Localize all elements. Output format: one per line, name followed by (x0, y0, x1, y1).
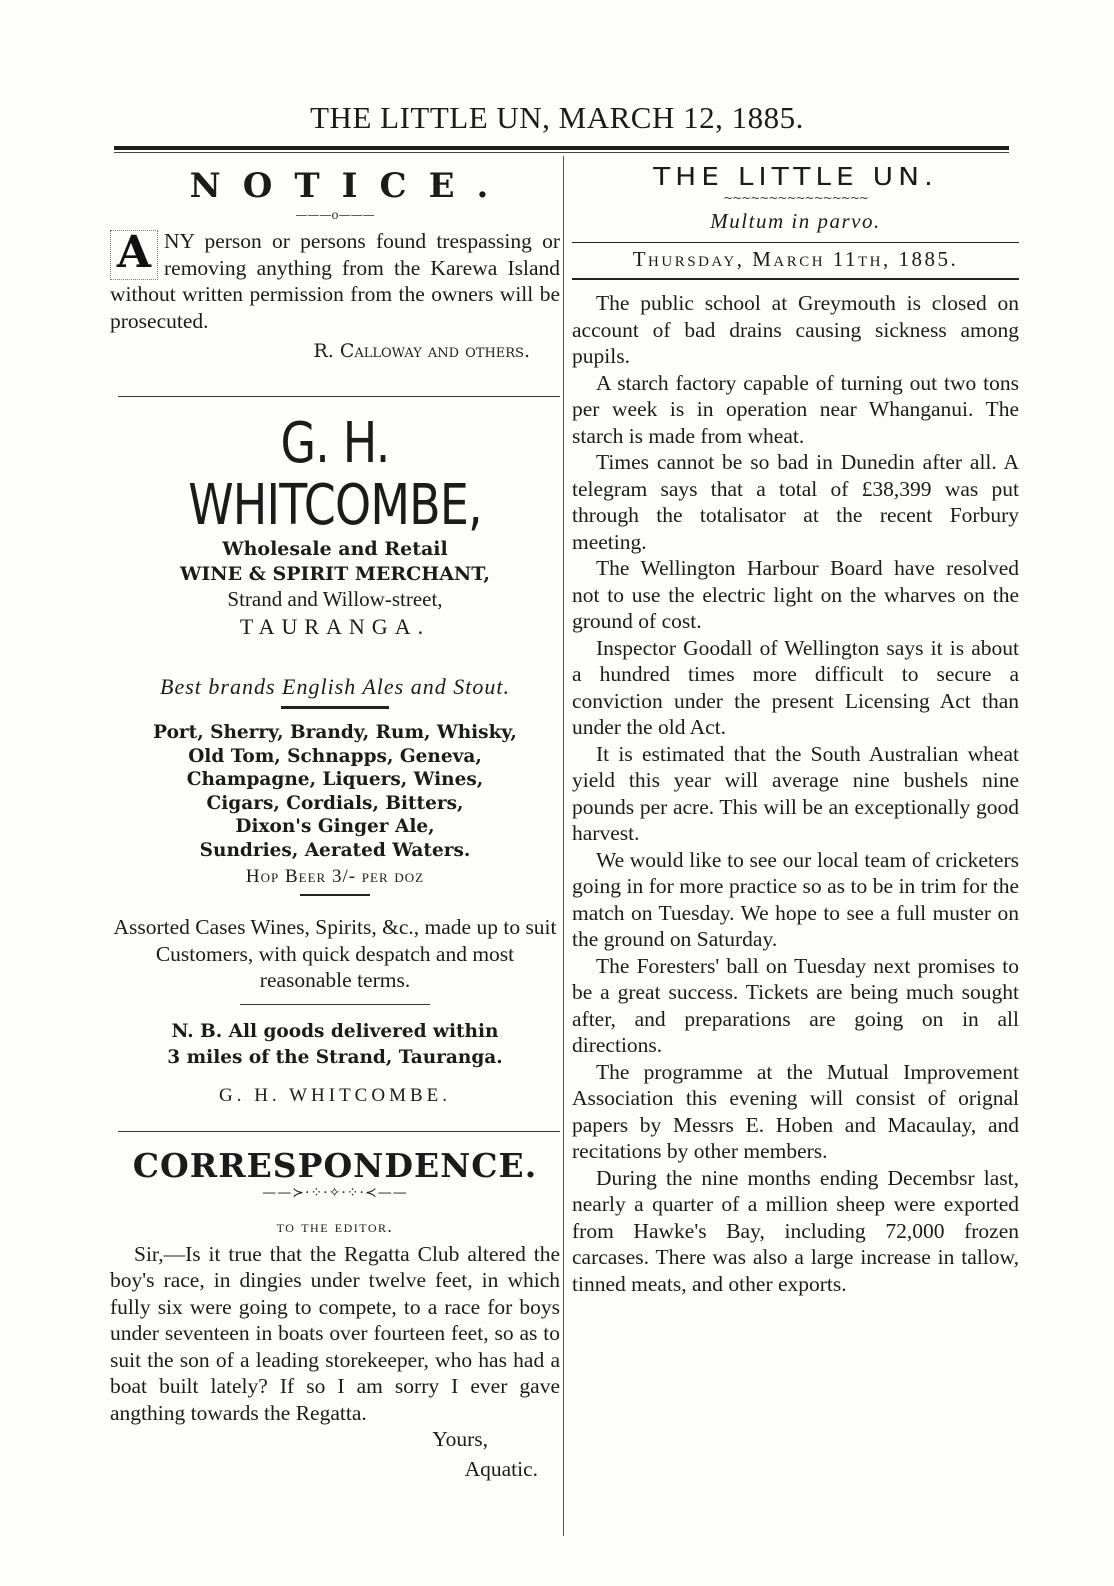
correspondence-section (110, 1146, 560, 1483)
ad-product-line: Champagne, Liquers, Wines, (186, 769, 484, 790)
whitcombe-advertisement (110, 413, 560, 1107)
ad-rule-thin (240, 1004, 430, 1005)
letter-closing: Yours, (432, 1427, 488, 1451)
news-paragraph: It is estimated that the South Australian wheat yield this year will average nine bushels nine pounds per acre. This will be an exceptionally good harvest. (572, 741, 1019, 845)
issue-date: Thursday, March 11th, 1885. (632, 247, 959, 271)
news-paragraph: Times cannot be so bad in Dunedin after all. A telegram says that a total of £38,399 was put through the totalisator at the recent Forbury meeting. (572, 450, 1019, 554)
news-items (572, 290, 1019, 1297)
ad-product-list (110, 721, 560, 862)
ad-signature: G. H. WHITCOMBE. (218, 1084, 451, 1106)
ad-brands: Best brands English Ales and Stout. (160, 674, 510, 699)
ad-town: TAURANGA. (239, 614, 431, 639)
notice-text: NY person or persons found trespassing or removing anything from the Karewa Island without written permission from the owners will be prosecuted. (110, 229, 560, 333)
section-divider (118, 1131, 560, 1132)
header-rule (114, 146, 1009, 150)
news-paragraph: The public school at Greymouth is closed on account of bad drains causing sickness among pupils. (572, 291, 1019, 368)
ad-rule-small (300, 894, 370, 896)
notice-ornament: ———o——— (295, 208, 375, 222)
news-paragraph: Inspector Goodall of Wellington says it is about a hundred times more difficult to secure a conviction under the present Licensing Act than under the old Act. (572, 635, 1019, 739)
right-column (572, 160, 1019, 1297)
date-rule (572, 242, 1019, 243)
ad-product-line: Port, Sherry, Brandy, Rum, Whisky, (153, 722, 517, 743)
to-the-editor: to the editor. (276, 1216, 394, 1236)
news-paragraph: We would like to see our local team of cricketers going in for more practice so as to be in trim for the match on Tuesday. We hope to see a full muster on the ground on Saturday. (572, 847, 1019, 951)
notice-body (110, 228, 560, 334)
ad-assorted: Assorted Cases Wines, Spirits, &c., made up to suit Customers, with quick despatch and most reasonable terms. (113, 915, 557, 992)
ad-product-line: Sundries, Aerated Waters. (199, 839, 471, 861)
masthead-motto: Multum in parvo. (710, 209, 881, 233)
date-rule-thick (572, 278, 1019, 280)
advertiser-name: G. H. WHITCOMBE, (188, 411, 482, 538)
masthead-flourish: ~~~~~~~~~~~~~~~~ (723, 191, 868, 205)
page-header: THE LITTLE UN, MARCH 12, 1885. (310, 100, 804, 135)
ad-delivery-note (110, 1019, 560, 1071)
letter-text: Sir,—Is it true that the Regatta Club altered the boy's race, in dingies under twelve feet, in which fully six were going to compete, to a race for boys under seventeen in boats over fourteen feet, so as to suit the son of a leading storekeeper, who has had a boat built lately? If so I am sorry I ever gave angthing towards the Regatta. (110, 1241, 560, 1425)
ad-rule (281, 706, 389, 709)
notice-title: NOTICE. (189, 166, 511, 206)
ad-product-line: Cigars, Cordials, Bitters, (206, 792, 464, 814)
ad-product-line: Old Tom, Schnapps, Geneva, (188, 745, 482, 767)
news-paragraph: During the nine months ending Decembsr last, nearly a quarter of a million sheep were exported from Hawke's Bay, including 72,000 frozen carcases. There was also a large increase in tallow, tinned meats, and other exports. (572, 1165, 1019, 1296)
ad-nb-line: N. B. All goods delivered within (171, 1020, 499, 1042)
notice-section (110, 166, 560, 362)
ad-hop-beer: Hop Beer 3/- per doz (245, 866, 425, 887)
news-paragraph: The programme at the Mutual Improvement Association this evening will consist of orignal papers by Messrs E. Hoben and Macaulay, and recitations by other members. (572, 1059, 1019, 1163)
correspondence-title: CORRESPONDENCE. (132, 1145, 538, 1185)
section-divider (118, 396, 560, 397)
ad-nb-line: 3 miles of the Strand, Tauranga. (167, 1046, 503, 1068)
ad-wholesale: Wholesale and Retail (222, 538, 448, 560)
correspondence-ornament: ——≻·⁘·✧·⁘·≺—— (262, 1184, 408, 1201)
news-paragraph: A starch factory capable of turning out two tons per week is in operation near Whanganui. The starch is made from wheat. (572, 370, 1019, 448)
news-paragraph: The Foresters' ball on Tuesday next promises to be a great success. Tickets are being much sought after, and preparations are going on in all directions. (572, 953, 1019, 1057)
column-divider (563, 156, 564, 1536)
masthead-title: THE LITTLE UN. (653, 161, 938, 192)
left-column (110, 160, 560, 1482)
letter-signature: Aquatic. (464, 1457, 538, 1481)
ad-merchant: WINE & SPIRIT MERCHANT, (180, 563, 490, 585)
masthead (572, 160, 1019, 280)
news-paragraph: The Wellington Harbour Board have resolved not to use the electric light on the wharves on the ground of cost. (572, 556, 1019, 633)
notice-dropcap: A (110, 230, 158, 280)
ad-product-line: Dixon's Ginger Ale, (235, 816, 435, 837)
header-rule-thin (114, 152, 1009, 153)
ad-address: Strand and Willow-street, (227, 587, 443, 611)
notice-signature: R. Calloway and others. (313, 340, 530, 362)
